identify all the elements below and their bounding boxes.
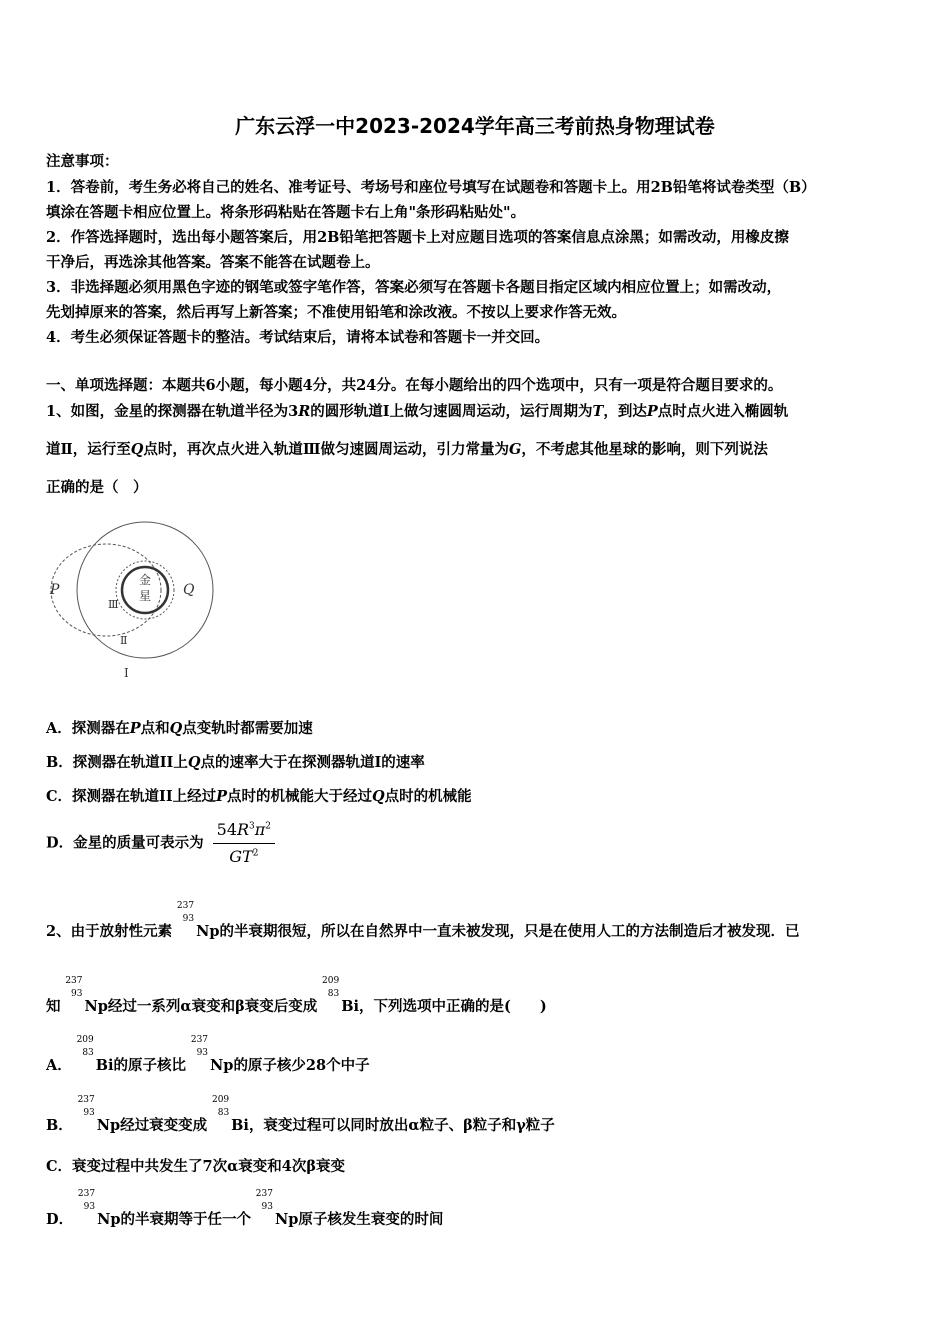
q2-option-a[interactable]: A． 209 83 Bi的原子核比 237 93 Np的原子核少28个中子 <box>46 1035 370 1074</box>
point-P-label: P <box>50 582 60 598</box>
np-nuclide: 237 93 <box>255 1189 273 1212</box>
question-1-line-1: 1、如图，金星的探测器在轨道半径为3R的圆形轨道Ⅰ上做匀速圆周运动，运行周期为T，到达P点时点火进入椭圆轨 <box>46 403 789 420</box>
venus-mass-formula: $\frac{54R^3\pi^2}{GT^2}$ <box>213 820 275 867</box>
option-d[interactable]: D．金星的质量可表示为 $\frac{54R^3\pi^2}{GT^2}$ <box>46 820 275 867</box>
np-nuclide: 237 93 <box>77 1095 95 1118</box>
option-a[interactable]: A．探测器在P点和Q点变轨时都需要加速 <box>46 720 313 737</box>
notice-line: 干净后，再选涂其他答案。答案不能答在试题卷上。 <box>46 254 380 271</box>
bi-nuclide: 209 83 <box>322 976 340 999</box>
section-heading: 一、单项选择题：本题共6小题，每小题4分，共24分。在每小题给出的四个选项中，只有一项是符合题目要求的。 <box>46 377 783 394</box>
orbit-III-label: Ⅲ <box>108 598 119 611</box>
notice-line: 2．作答选择题时，选出每小题答案后，用2B铅笔把答题卡上对应题目选项的答案信息点涂黑；如需改动，用橡皮擦 <box>46 229 789 246</box>
question-2-line-1: 2、由于放射性元素 237 93 Np的半衰期很短，所以在自然界中一直未被发现，只是在使用人工的方法制造后才被发现．已 <box>46 901 800 940</box>
planet-label-2: 星 <box>138 589 152 603</box>
point-Q-label: Q <box>183 582 195 598</box>
notice-line: 填涂在答题卡相应位置上。将条形码粘贴在答题卡右上角"条形码粘贴处"。 <box>46 204 526 221</box>
np-nuclide: 237 93 <box>77 1189 96 1212</box>
q2-option-c[interactable]: C．衰变过程中共发生了7次α衰变和4次β衰变 <box>46 1158 346 1175</box>
bi-nuclide: 209 83 <box>211 1095 230 1118</box>
q2-option-d[interactable]: D． 237 93 Np的半衰期等于任一个 237 93 Np原子核发生衰变的时间 <box>46 1189 444 1228</box>
q2-option-b[interactable]: B． 237 93 Np经过衰变变成 209 83 Bi，衰变过程可以同时放出α粒子、β粒子和γ粒子 <box>46 1095 555 1134</box>
planet-label-1: 金 <box>138 573 152 587</box>
notice-line: 3．非选择题必须用黑色字迹的钢笔或签字笔作答，答案必须写在答题卡各题目指定区域内相应位置上；如需改动， <box>46 279 782 296</box>
orbit-I-label: Ⅰ <box>124 666 129 680</box>
notice-line: 先划掉原来的答案，然后再写上新答案；不准使用铅笔和涂改液。不按以上要求作答无效。 <box>46 304 626 321</box>
orbit-diagram <box>40 510 230 690</box>
option-b[interactable]: B．探测器在轨道II上Q点的速率大于在探测器轨道I的速率 <box>46 754 425 771</box>
notice-line: 1．答卷前，考生务必将自己的姓名、准考证号、考场号和座位号填写在试题卷和答题卡上。用2B铅笔将试卷类型（B） <box>46 179 816 196</box>
option-c[interactable]: C．探测器在轨道II上经过P点时的机械能大于经过Q点时的机械能 <box>46 788 472 805</box>
np-nuclide: 237 93 <box>65 976 83 999</box>
np-nuclide: 237 93 <box>190 1035 209 1058</box>
question-1-line-2: 道Ⅱ，运行至Q点时，再次点火进入轨道Ⅲ做匀速圆周运动，引力常量为G，不考虑其他星球的影响，则下列说法 <box>46 441 768 458</box>
orbit-II-label: Ⅱ <box>120 634 128 647</box>
question-2-line-2: 知 237 93 Np经过一系列α衰变和β衰变后变成 209 83 Bi，下列选项中正确的是( ) <box>46 976 547 1015</box>
np-nuclide: 237 93 <box>176 901 195 924</box>
bi-nuclide: 209 83 <box>76 1035 94 1058</box>
notice-heading: 注意事项： <box>46 153 119 170</box>
question-1-line-3: 正确的是（ ） <box>46 479 148 496</box>
notice-line: 4．考生必须保证答题卡的整洁。考试结束后，请将本试卷和答题卡一并交回。 <box>46 329 550 346</box>
page-title: 广东云浮一中2023-2024学年高三考前热身物理试卷 <box>235 114 715 138</box>
